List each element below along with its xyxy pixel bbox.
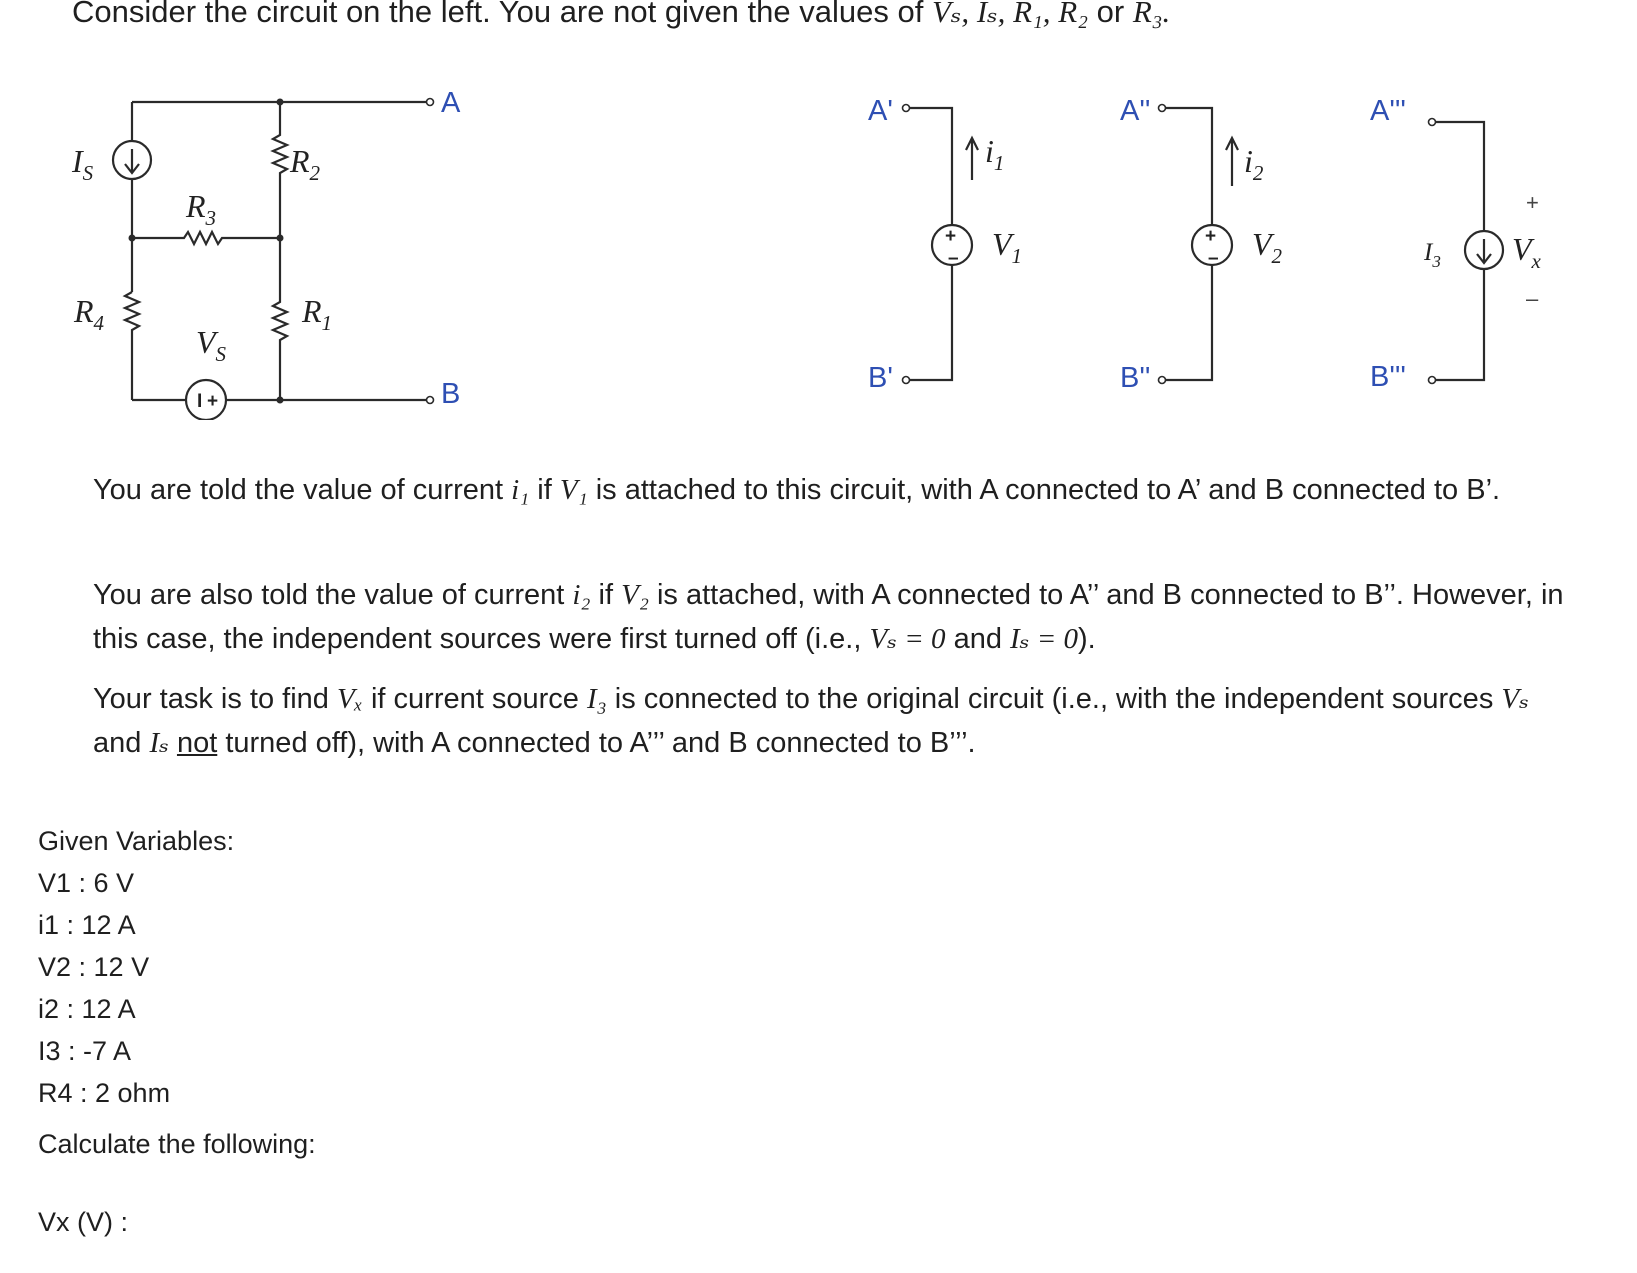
v1-plus-mark: + <box>945 226 957 247</box>
eq-vs-zero: Vₛ = 0 <box>869 623 946 655</box>
circuit-diagram <box>0 80 1637 420</box>
problem-heading: Consider the circuit on the left. You are not given the values of Vₛ, Iₛ, R₁, R₂ or R₃. <box>72 0 1170 30</box>
answer-label-vx: Vx (V) : <box>38 1207 129 1237</box>
v2-minus-mark: – <box>1208 248 1219 269</box>
paragraph-2: You are also told the value of current i₂ if V₂ is attached, with A connected to A’’ and B connected to B’’. However, in this case, the independent sources were first turned off (i.e., Vₛ = 0 and Iₛ = 0). <box>93 579 1564 655</box>
test-circuit-3 <box>1370 95 1542 393</box>
node-dot <box>277 235 284 242</box>
terminal-a <box>427 99 434 106</box>
up-arrow-icon <box>966 138 978 180</box>
test-circuit-2 <box>1120 95 1283 394</box>
terminal-b-prime <box>903 377 910 384</box>
label-a-triple-prime: A''' <box>1370 95 1406 127</box>
terminal-a-triple-prime <box>1429 119 1436 126</box>
var-v2: V₂ <box>621 579 649 611</box>
given-row-i3: I3 : -7 A <box>38 1036 132 1066</box>
resistor-r4 <box>125 292 139 400</box>
var-i2: i₂ <box>572 579 591 611</box>
label-is: $I_S$ <box>72 143 94 185</box>
up-arrow-icon <box>1226 138 1238 186</box>
terminal-b-double-prime <box>1159 377 1166 384</box>
label-b-prime: B' <box>868 362 893 394</box>
var-vs: Vₛ <box>1501 683 1529 715</box>
label-i1: $i_1$ <box>985 133 1005 175</box>
label-vs: $V_S$ <box>196 324 227 366</box>
given-row-v1: V1 : 6 V <box>38 868 135 898</box>
given-row-r4: R4 : 2 ohm <box>38 1078 171 1108</box>
var-i3: I₃ <box>586 683 607 715</box>
minus-sign: – <box>1526 286 1539 311</box>
node-dot <box>129 235 136 242</box>
underlined-not: not <box>176 727 218 759</box>
label-vx: $V_x$ <box>1512 231 1541 273</box>
given-row-i1: i1 : 12 A <box>38 910 136 940</box>
label-r1: $R_1$ <box>302 293 333 335</box>
node-dot <box>277 99 284 106</box>
test-circuit-1 <box>868 95 1022 394</box>
label-v1: $V_1$ <box>992 226 1023 268</box>
vs-minus-mark: I <box>197 391 203 412</box>
terminal-a-prime <box>903 105 910 112</box>
node-dot <box>277 397 284 404</box>
label-b-double-prime: B'' <box>1120 362 1151 394</box>
label-r2: $R_2$ <box>290 143 321 185</box>
terminal-a-double-prime <box>1159 105 1166 112</box>
label-a: A <box>441 87 461 119</box>
resistor-r3 <box>132 232 280 244</box>
v2-plus-mark: + <box>1205 226 1217 247</box>
label-a-prime: A' <box>868 95 893 127</box>
label-r3: $R_3$ <box>186 188 217 230</box>
var-i1: i₁ <box>511 474 530 506</box>
middle-branch <box>273 102 287 400</box>
label-v2: $V_2$ <box>1252 226 1283 268</box>
heading-vars: Vₛ, Iₛ, R₁, R₂ <box>931 0 1089 29</box>
given-row-v2: V2 : 12 V <box>38 952 150 982</box>
label-i2: $i_2$ <box>1244 143 1264 185</box>
voltage-source-vs <box>186 380 226 420</box>
plus-sign: + <box>1526 190 1539 215</box>
terminal-b <box>427 397 434 404</box>
down-arrow-icon <box>125 149 139 173</box>
heading-last-var: R₃. <box>1132 0 1171 29</box>
original-circuit <box>71 87 461 420</box>
paragraph-1: You are told the value of current i₁ if V₁ is attached to this circuit, with A connected to A’ and B connected to B’. <box>93 474 1501 506</box>
given-variables <box>38 820 234 1114</box>
given-row-i2: i2 : 12 A <box>38 994 136 1024</box>
calculate-title: Calculate the following: <box>38 1129 316 1159</box>
v1-minus-mark: – <box>948 248 959 269</box>
terminal-b-triple-prime <box>1429 377 1436 384</box>
label-b-triple-prime: B''' <box>1370 361 1406 393</box>
vs-plus-mark: + <box>207 391 219 412</box>
paragraph-3: Your task is to find Vₓ if current source I₃ is connected to the original circuit (i.e., with the independent sources Vₛ and Iₛ not turned off), with A connected to A’’’ and B connected to B’’’. <box>93 683 1529 759</box>
down-arrow-icon <box>1477 239 1491 263</box>
var-vx: Vₓ <box>336 683 363 715</box>
given-title: Given Variables: <box>38 826 235 856</box>
var-is: Iₛ <box>149 727 169 759</box>
label-b: B <box>441 378 461 410</box>
var-v1: V₁ <box>559 474 588 506</box>
eq-is-zero: Iₛ = 0 <box>1010 623 1079 655</box>
test3-wire <box>1436 122 1484 380</box>
label-a-double-prime: A'' <box>1120 95 1151 127</box>
label-r4: $R_4$ <box>74 293 105 335</box>
label-i3: $I_3$ <box>1424 239 1441 271</box>
